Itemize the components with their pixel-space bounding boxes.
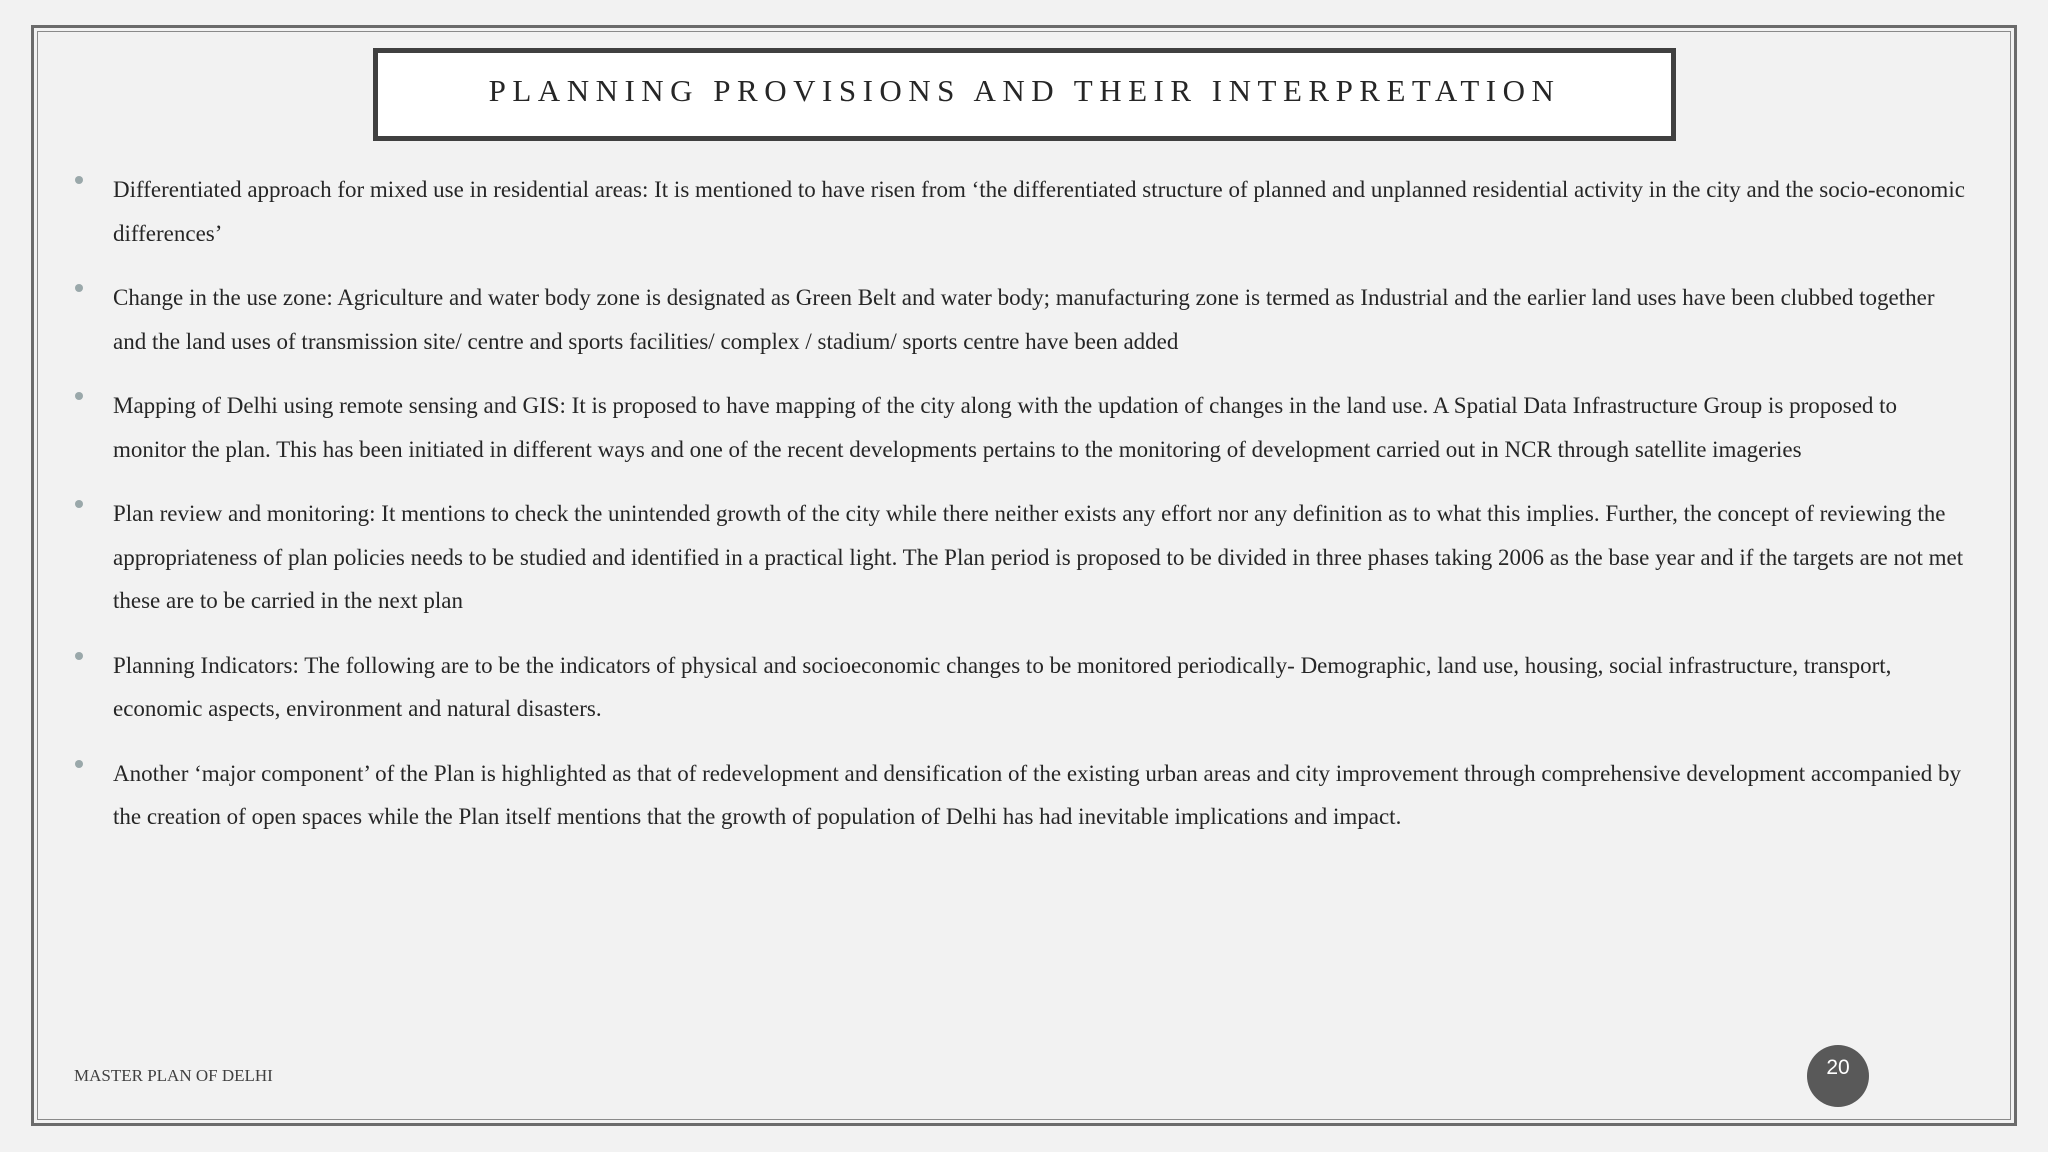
bullet-text: Plan review and monitoring: It mentions to check the unintended growth of the city while there neither exists any effort nor any definition as to what this implies. Further, the concept of reviewing the appropriateness of plan policies needs to be studied and identified in a practical light. The Plan period is proposed to be divided in three phases taking 2006 as the base year and if the targets are not met these are to be carried in the next plan — [113, 501, 1964, 613]
bullet-text: Mapping of Delhi using remote sensing and GIS: It is proposed to have mapping of the city along with the updation of changes in the land use. A Spatial Data Infrastructure Group is proposed to monitor the plan. This has been initiated in different ways and one of the recent developments pertains to the monitoring of development carried out in NCR through satellite imageries — [113, 393, 1898, 462]
bullet-list — [72, 168, 1972, 860]
bullet-dot-icon — [75, 760, 83, 768]
bullet-text: Planning Indicators: The following are to be the indicators of physical and socioeconomic changes to be monitored periodically- Demographic, land use, housing, social infrastructure, transport, economic aspects, environment and natural disasters. — [113, 652, 1892, 721]
page-number-badge — [1807, 1045, 1869, 1107]
title-box — [373, 48, 1676, 141]
bullet-dot-icon — [75, 500, 83, 508]
bullet-item — [72, 384, 1972, 471]
bullet-text: Change in the use zone: Agriculture and water body zone is designated as Green Belt and water body; manufacturing zone is termed as Industrial and the earlier land uses have been clubbed together and the land uses of transmission site/ centre and sports facilities/ complex / stadium/ sports centre have been added — [113, 285, 1935, 354]
bullet-item — [72, 276, 1972, 363]
page-number: 20 — [1826, 1056, 1850, 1079]
slide-title: PLANNING PROVISIONS AND THEIR INTERPRETATION — [488, 73, 1561, 108]
bullet-dot-icon — [75, 284, 83, 292]
bullet-item — [72, 752, 1972, 839]
bullet-dot-icon — [75, 392, 83, 400]
bullet-item — [72, 644, 1972, 731]
bullet-text: Differentiated approach for mixed use in residential areas: It is mentioned to have risen from ‘the differentiated structure of planned and unplanned residential activity in the city and the socio-economic differences’ — [113, 177, 1965, 246]
bullet-dot-icon — [75, 652, 83, 660]
bullet-dot-icon — [75, 176, 83, 184]
bullet-text: Another ‘major component’ of the Plan is highlighted as that of redevelopment and densification of the existing urban areas and city improvement through comprehensive development accompanied by the creation of open spaces while the Plan itself mentions that the growth of population of Delhi has had inevitable implications and impact. — [113, 760, 1961, 829]
bullet-item — [72, 168, 1972, 255]
footer-text: MASTER PLAN OF DELHI — [74, 1066, 273, 1085]
bullet-item — [72, 492, 1972, 623]
